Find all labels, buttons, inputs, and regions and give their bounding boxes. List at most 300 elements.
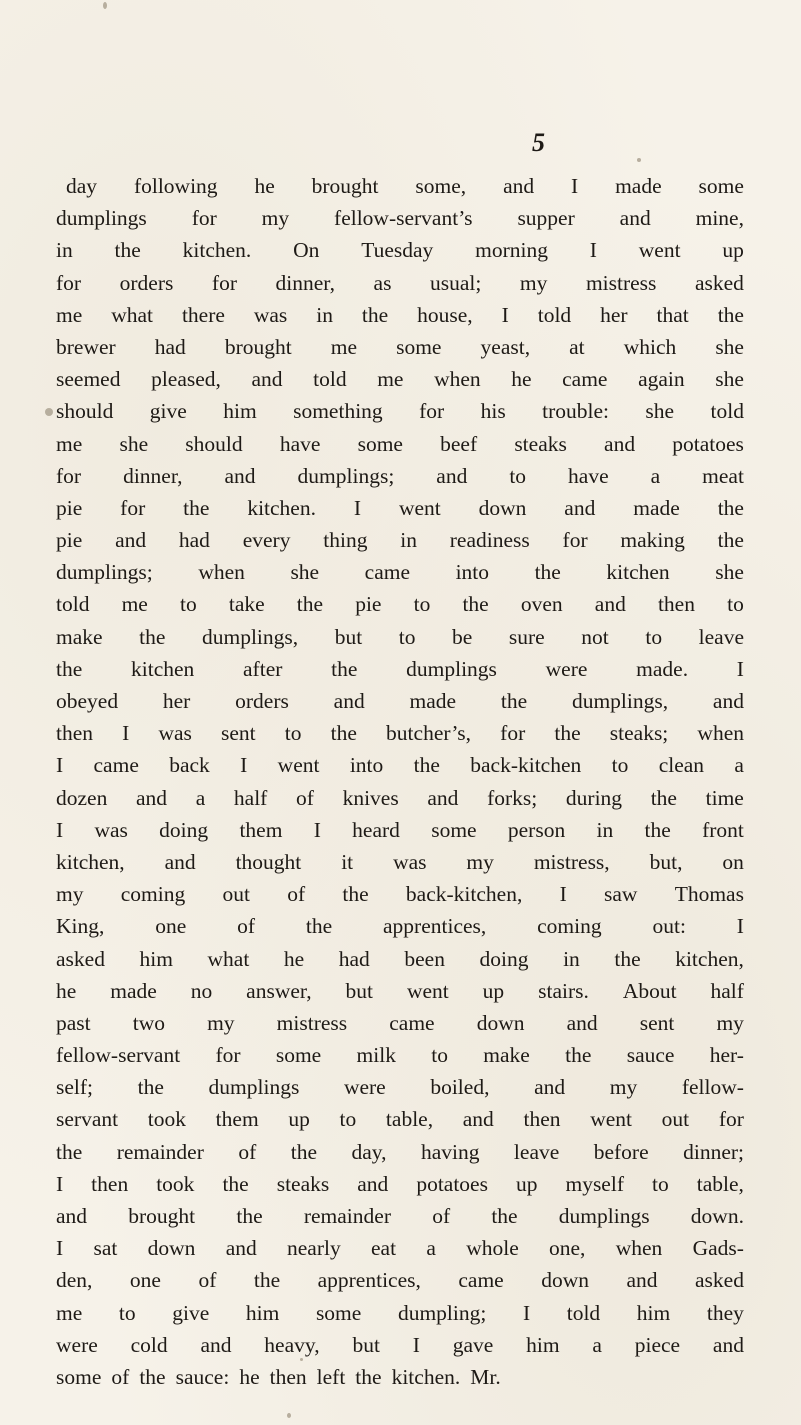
text-word: after: [243, 656, 283, 681]
text-word: made: [615, 174, 662, 198]
text-word: came: [93, 753, 139, 778]
text-word: took: [147, 1107, 186, 1132]
text-word: she: [290, 560, 320, 585]
text-word: pie: [56, 528, 83, 553]
text-word: obeyed: [56, 689, 119, 713]
text-word: went: [590, 1107, 632, 1132]
text-word: for: [419, 399, 445, 424]
text-word: were: [545, 656, 588, 681]
text-word: servant: [56, 1107, 119, 1132]
text-word: during: [565, 785, 623, 810]
text-word: came: [458, 1268, 504, 1293]
text-line: [56, 395, 744, 427]
text-word: stairs.: [538, 978, 589, 1003]
text-word: should: [185, 431, 243, 456]
text-word: a: [650, 463, 661, 488]
text-line: [56, 299, 744, 331]
text-word: seemed: [56, 367, 121, 392]
text-word: and: [251, 367, 283, 392]
text-word: the: [330, 721, 357, 746]
text-word: brought: [224, 334, 292, 359]
text-word: came: [364, 560, 411, 585]
text-word: the: [137, 1075, 164, 1100]
text-word: pie: [56, 495, 83, 520]
text-word: had: [178, 528, 210, 553]
text-word: down: [478, 495, 527, 520]
text-word: answer,: [246, 978, 312, 1003]
text-word: the: [534, 560, 561, 585]
text-word: she: [715, 334, 744, 359]
text-word: and: [566, 1010, 598, 1035]
text-line: [56, 1200, 744, 1232]
text-line: [56, 685, 744, 717]
text-word: and: [164, 849, 196, 874]
text-word: milk: [356, 1043, 396, 1068]
text-line: [56, 460, 744, 492]
text-word: asked: [695, 1268, 744, 1293]
text-word: in: [596, 817, 614, 842]
text-word: house,: [417, 302, 473, 327]
text-word: the: [56, 1139, 83, 1164]
text-word: the: [114, 238, 141, 263]
text-word: my: [519, 270, 548, 295]
text-word: of: [287, 882, 306, 907]
text-word: clean: [658, 753, 705, 778]
text-word: I: [240, 753, 248, 778]
paper-speck: [637, 158, 641, 162]
text-word: meat: [702, 463, 744, 488]
text-word: came: [562, 367, 608, 392]
text-word: kitchen,: [675, 946, 744, 971]
text-word: apprentices,: [383, 914, 487, 939]
text-word: dumplings;: [56, 560, 153, 585]
text-word: take: [228, 592, 265, 617]
text-word: up: [722, 238, 744, 263]
text-word: I: [412, 1332, 420, 1357]
text-word: then: [523, 1107, 561, 1132]
text-word: Gads-: [692, 1236, 744, 1261]
text-word: dumplings: [56, 206, 147, 231]
text-word: sauce: [626, 1043, 675, 1068]
text-word: the: [717, 495, 744, 520]
text-word: a: [426, 1236, 436, 1261]
text-word: the: [614, 946, 641, 971]
text-word: made: [110, 978, 157, 1003]
text-word: of: [238, 1139, 257, 1164]
text-word: coming: [537, 914, 602, 939]
text-word: I: [571, 174, 579, 198]
text-word: he: [254, 174, 275, 198]
text-word: I: [122, 721, 130, 746]
text-word: a: [734, 753, 744, 778]
text-word: him: [526, 1332, 560, 1357]
text-line: [56, 653, 744, 685]
text-word: my: [207, 1010, 235, 1035]
text-word: me: [56, 1300, 83, 1325]
text-word: of: [111, 1364, 130, 1389]
text-word: the: [413, 753, 440, 778]
text-word: table,: [385, 1107, 434, 1132]
text-word: piece: [634, 1332, 681, 1357]
text-word: and: [427, 785, 459, 810]
text-word: again: [638, 367, 685, 392]
paper-speck: [287, 1413, 291, 1418]
text-word: table,: [696, 1171, 744, 1196]
text-word: the: [650, 785, 677, 810]
text-word: down: [541, 1268, 589, 1293]
text-word: was: [158, 721, 192, 746]
text-word: mine,: [695, 206, 744, 231]
text-word: boiled,: [430, 1075, 490, 1100]
text-word: was: [253, 302, 288, 327]
text-word: give: [149, 399, 187, 424]
text-word: doing: [159, 817, 209, 842]
text-word: fellow-: [681, 1075, 744, 1100]
text-word: I: [56, 753, 64, 778]
text-word: dinner;: [683, 1139, 744, 1164]
text-line: [56, 1071, 744, 1103]
text-word: to: [645, 624, 663, 649]
text-line: [56, 1297, 744, 1329]
text-word: the: [717, 528, 744, 553]
text-word: a: [592, 1332, 602, 1357]
text-word: apprentices,: [317, 1268, 421, 1293]
text-word: and: [594, 592, 626, 617]
text-word: steaks;: [609, 721, 669, 746]
text-word: him: [139, 946, 173, 971]
body-text: [56, 170, 744, 1393]
text-word: some: [56, 1364, 102, 1389]
text-word: I: [56, 1171, 64, 1196]
text-word: some,: [415, 174, 467, 198]
text-word: kitchen: [606, 560, 670, 585]
text-word: make: [483, 1043, 530, 1068]
text-line: [56, 943, 744, 975]
text-word: told: [56, 592, 90, 617]
text-word: kitchen.: [391, 1364, 461, 1389]
text-word: and: [333, 689, 365, 713]
text-word: I: [313, 817, 321, 842]
text-word: made.: [636, 656, 689, 681]
text-word: one: [129, 1268, 161, 1293]
text-word: not: [581, 624, 609, 649]
text-word: coming: [120, 882, 186, 907]
text-word: be: [452, 624, 473, 649]
text-word: been: [404, 946, 445, 971]
text-word: Mr.: [470, 1364, 501, 1389]
text-word: Tuesday: [361, 238, 434, 263]
text-word: eat: [371, 1236, 397, 1261]
text-word: I: [56, 817, 64, 842]
text-word: my: [466, 849, 494, 874]
text-word: left: [316, 1364, 346, 1389]
text-word: the: [342, 882, 369, 907]
text-word: told: [710, 399, 744, 424]
text-line: [56, 1136, 744, 1168]
text-word: her: [600, 302, 628, 327]
text-word: kitchen.: [247, 495, 316, 520]
text-word: went: [638, 238, 681, 263]
text-word: steaks: [276, 1171, 330, 1196]
text-word: the: [290, 1139, 317, 1164]
text-word: me: [121, 592, 148, 617]
text-word: I: [353, 495, 362, 520]
text-word: mistress,: [533, 849, 610, 874]
text-word: of: [198, 1268, 217, 1293]
text-line: [56, 170, 744, 202]
text-word: but: [345, 978, 373, 1003]
text-word: up: [515, 1171, 538, 1196]
text-word: knives: [342, 785, 399, 810]
text-line: [56, 428, 744, 460]
text-word: she: [645, 399, 675, 424]
text-word: the: [222, 1171, 249, 1196]
text-word: up: [482, 978, 505, 1003]
text-word: and: [534, 1075, 566, 1100]
text-word: to: [727, 592, 744, 617]
text-line: [56, 492, 744, 524]
text-line: [56, 910, 744, 942]
text-word: heard: [352, 817, 400, 842]
text-word: supper: [517, 206, 575, 231]
text-word: doing: [479, 946, 529, 971]
text-word: fellow-servant’s: [334, 206, 473, 231]
text-word: he: [239, 1364, 260, 1389]
text-word: what: [207, 946, 250, 971]
text-word: trouble:: [542, 399, 609, 424]
text-word: her: [162, 689, 191, 713]
text-word: King,: [56, 914, 105, 939]
text-word: some: [315, 1300, 362, 1325]
text-word: forks;: [487, 785, 538, 810]
text-line: [56, 234, 744, 266]
text-word: me: [56, 431, 83, 456]
text-word: I: [559, 882, 567, 907]
text-word: following: [133, 174, 218, 198]
text-word: that: [656, 302, 689, 327]
text-word: to: [118, 1300, 136, 1325]
text-line: [56, 556, 744, 588]
text-word: told: [566, 1300, 601, 1325]
text-word: person: [507, 817, 566, 842]
text-word: to: [509, 463, 527, 488]
text-word: was: [94, 817, 128, 842]
text-word: den,: [56, 1268, 93, 1293]
text-word: myself: [565, 1171, 624, 1196]
text-word: when: [434, 367, 481, 392]
text-word: up: [288, 1107, 310, 1132]
text-word: in: [563, 946, 580, 971]
text-word: should: [56, 399, 114, 424]
text-word: leave: [698, 624, 744, 649]
text-word: dumplings,: [201, 624, 299, 649]
text-word: and: [136, 785, 168, 810]
text-word: I: [589, 238, 597, 263]
text-word: make: [56, 624, 103, 649]
text-line: [56, 846, 744, 878]
text-word: self;: [56, 1075, 94, 1100]
text-word: in: [56, 238, 73, 263]
text-word: brought: [311, 174, 379, 198]
text-word: at: [569, 334, 585, 359]
text-word: the: [565, 1043, 592, 1068]
text-word: they: [706, 1300, 744, 1325]
text-line: [56, 814, 744, 846]
text-word: came: [389, 1010, 435, 1035]
text-word: and: [626, 1268, 658, 1293]
text-word: made: [633, 495, 680, 520]
text-word: On: [293, 238, 320, 263]
text-word: mistress: [276, 1010, 348, 1035]
text-word: to: [284, 721, 302, 746]
text-word: my: [609, 1075, 638, 1100]
text-word: nearly: [287, 1236, 341, 1261]
text-word: his: [480, 399, 506, 424]
text-word: out: [661, 1107, 690, 1132]
text-word: for: [56, 463, 82, 488]
text-line: [56, 878, 744, 910]
text-line: [56, 1232, 744, 1264]
text-word: out:: [652, 914, 686, 939]
paper-speck: [300, 1358, 303, 1361]
text-word: sure: [508, 624, 545, 649]
text-word: them: [215, 1107, 259, 1132]
text-word: front: [702, 817, 744, 842]
text-word: and: [619, 206, 651, 231]
text-word: readiness: [449, 528, 530, 553]
text-word: to: [611, 753, 629, 778]
text-word: to: [413, 592, 431, 617]
text-word: he: [283, 946, 305, 971]
text-word: one,: [549, 1236, 586, 1261]
text-word: down: [147, 1236, 196, 1261]
text-line: [56, 975, 744, 1007]
text-word: morning: [475, 238, 548, 263]
text-word: yeast,: [480, 334, 531, 359]
text-word: and: [462, 1107, 494, 1132]
text-word: I: [736, 914, 744, 939]
text-word: Thomas: [674, 882, 744, 907]
text-word: kitchen: [131, 656, 195, 681]
text-word: went: [277, 753, 320, 778]
text-word: and: [224, 463, 256, 488]
text-word: day: [66, 174, 98, 198]
text-word: then: [269, 1364, 307, 1389]
text-word: had: [338, 946, 370, 971]
text-word: in: [400, 528, 417, 553]
text-word: usual;: [430, 270, 482, 295]
text-word: me: [377, 367, 404, 392]
text-word: made: [409, 689, 457, 713]
text-word: the: [355, 1364, 382, 1389]
text-word: me: [56, 302, 83, 327]
text-line: [56, 1103, 744, 1135]
text-line: [56, 363, 744, 395]
text-word: have: [568, 463, 609, 488]
text-word: dinner,: [123, 463, 183, 488]
text-word: the: [253, 1268, 281, 1293]
text-line: [56, 1007, 744, 1039]
text-word: it: [341, 849, 354, 874]
text-word: heavy,: [264, 1332, 320, 1357]
text-word: for: [562, 528, 588, 553]
text-word: having: [420, 1139, 480, 1164]
text-word: making: [620, 528, 685, 553]
text-word: fellow-servant: [56, 1043, 181, 1068]
text-word: the: [139, 1364, 166, 1389]
text-word: kitchen.: [182, 238, 252, 263]
text-word: the: [331, 656, 358, 681]
text-word: sat: [93, 1236, 118, 1261]
text-word: him: [245, 1300, 280, 1325]
text-word: the: [462, 592, 489, 617]
text-word: half: [233, 785, 268, 810]
text-word: the: [554, 721, 581, 746]
text-word: orders: [119, 270, 174, 295]
text-word: told: [313, 367, 347, 392]
text-word: when: [697, 721, 744, 746]
text-word: pie: [355, 592, 382, 617]
text-word: have: [279, 431, 321, 456]
text-line: [56, 1168, 744, 1200]
text-word: cold: [130, 1332, 168, 1357]
text-word: for: [500, 721, 526, 746]
text-word: thing: [323, 528, 368, 553]
text-word: them: [239, 817, 283, 842]
text-word: which: [623, 334, 677, 359]
text-word: I: [736, 656, 744, 681]
text-word: give: [172, 1300, 210, 1325]
text-word: she: [715, 560, 744, 585]
text-word: dinner,: [275, 270, 335, 295]
text-word: back: [169, 753, 210, 778]
paper-speck: [103, 2, 107, 9]
text-word: went: [398, 495, 441, 520]
page-number: 5: [532, 128, 545, 157]
text-word: my: [261, 206, 290, 231]
text-word: the: [56, 656, 83, 681]
text-word: time: [705, 785, 744, 810]
text-word: dumpling;: [397, 1300, 487, 1325]
text-word: of: [237, 914, 256, 939]
text-word: the: [644, 817, 671, 842]
text-word: some: [357, 431, 403, 456]
text-word: steaks: [514, 431, 567, 456]
text-word: pleased,: [151, 367, 221, 392]
text-word: whole: [466, 1236, 519, 1261]
text-line: [56, 267, 744, 299]
text-word: dumplings: [406, 656, 497, 681]
text-word: for: [718, 1107, 744, 1132]
text-word: the: [236, 1204, 263, 1228]
text-line: [56, 202, 744, 234]
text-word: a: [195, 785, 206, 810]
text-word: remainder: [116, 1139, 204, 1164]
text-word: then: [91, 1171, 129, 1196]
text-word: and: [56, 1204, 88, 1228]
text-word: down: [476, 1010, 525, 1035]
text-word: then: [56, 721, 94, 746]
text-word: and: [604, 431, 636, 456]
text-word: and: [436, 463, 468, 488]
text-word: to: [652, 1171, 669, 1196]
text-word: was: [393, 849, 427, 874]
text-word: back-kitchen,: [405, 882, 523, 907]
text-word: but: [352, 1332, 380, 1357]
text-word: brewer: [56, 334, 116, 359]
text-word: went: [406, 978, 449, 1003]
text-word: my: [716, 1010, 744, 1035]
